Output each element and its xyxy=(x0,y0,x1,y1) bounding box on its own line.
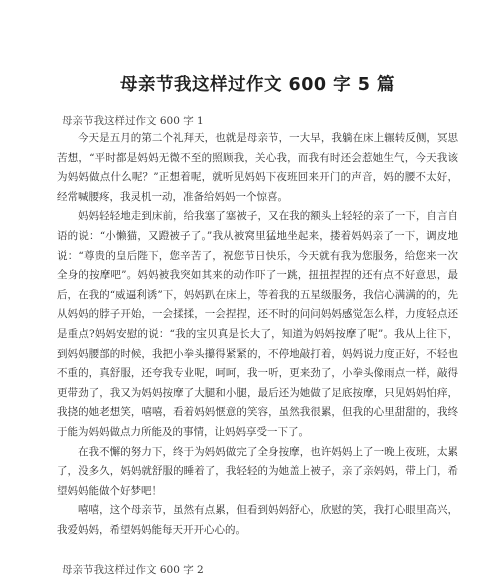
essay-paragraph-4: 嘻嘻，这个母亲节，虽然有点累，但看到妈妈舒心，欣慰的笑，我打心眼里高兴，我爱妈妈，希望妈妈能每天开开心心的。 xyxy=(57,504,458,536)
essay-paragraph-2: 妈妈轻轻地走到床前，给我塞了塞被子，又在我的额头上轻轻的亲了一下，自言自语的说：“小懒猫，又蹬被子了。”我从被窝里猛地坐起来，搂着妈妈亲了一下，调皮地说：“尊贵的皇后陛下，您辛苦了，祝您节日快乐，今天就有我为您服务，给您来一次全身的按摩吧”。妈妈被我突如其来的动作吓了一跳，扭扭捏捏的还有点不好意思，最后，在我的“威逼利诱”下，妈妈趴在床上，等着我的五星级服务，我信心满满的的，先从妈妈的脖子开始，一会揉揉，一会捏捏，还不时的问问妈妈感觉怎么样，力度轻点还是重点?妈妈安慰的说：“我的宝贝真是长大了，知道为妈妈按摩了呢”。我从上往下，到妈妈腰部的时候，我把小拳头攥得紧紧的，不停地敲打着，妈妈说力度正好，不轻也不重的，真舒服，还夸我专业呢，呵呵，我一听，更来劲了，小拳头像雨点一样，敲得更带劲了，我又为妈妈按摩了大腿和小腿，最后还为她做了足底按摩，只见妈妈怕痒，我挠的她老想笑，嘻嘻，看着妈妈惬意的笑容，虽然我很累，但我的心里甜甜的，我终于能为妈妈做点力所能及的事情，让妈妈享受一下了。 xyxy=(57,210,458,438)
essay-heading-2: 母亲节我这样过作文 600 字 2 xyxy=(62,564,204,577)
document-title: 母亲节我这样过作文 600 字 5 篇 xyxy=(119,75,396,95)
essay-heading-1: 母亲节我这样过作文 600 字 1 xyxy=(62,115,204,127)
essay-paragraph-3: 在我不懈的努力下，终于为妈妈做完了全身按摩，也许妈妈上了一晚上夜班，太累了，没多久，妈妈就舒服的睡着了，我轻轻的为她盖上被子，亲了亲妈妈，带上门，希望妈妈能做个好梦吧！ xyxy=(57,445,458,497)
essay-paragraph-1: 今天是五月的第二个礼拜天，也就是母亲节，一大早，我躺在床上辗转反侧，冥思苦想，“平时都是妈妈无微不至的照顾我，关心我，而我有时还会惹她生气，今天我该为妈妈做点什么呢？”正想着呢，就听见妈妈下夜班回来开门的声音，妈的腰不太好，经常喊腰疼，我灵机一动，准备给妈妈一个惊喜。 xyxy=(57,132,458,203)
